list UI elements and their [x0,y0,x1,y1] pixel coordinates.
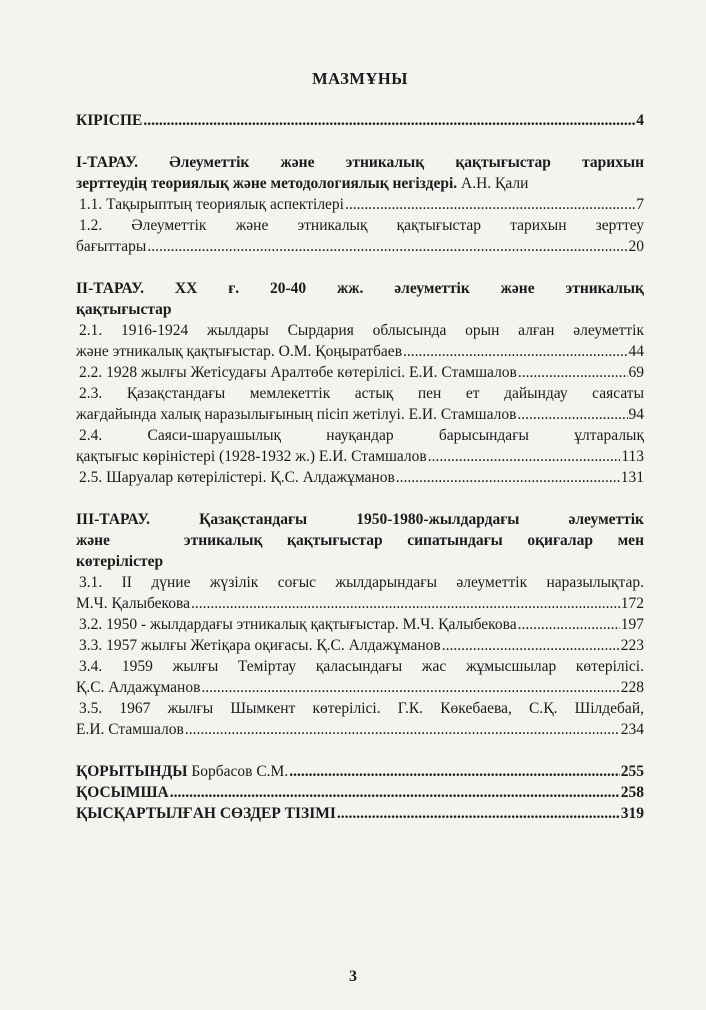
leader-dots [191,593,620,614]
chapter-heading-line: көтерілістер [76,553,164,570]
chapter-author: А.Н. Қали [461,175,529,192]
leader-dots [428,446,621,467]
toc-entry-conclusion: ҚОРЫТЫНДЫ Борбасов С.М. ..... 255 [76,761,644,782]
toc-entry-appendix: ҚОСЫМША ..... 258 [76,782,644,803]
toc-entry: 3.4. 1959 жылғы Теміртау қаласындағы жас жұмысшылар көтерілісі. Қ.С. Алдажұманов ..... 228 [76,656,644,698]
page-number: 3 [349,968,357,985]
leader-dots [185,719,620,740]
toc-entry: 2.4. Саяси-шаруашылық науқандар барысындағы ұлтаралық қақтығыс көріністері (1928-1932 ж.) Е.И. Стамшалов ..... 113 [76,425,644,467]
chapter-3 [76,509,644,740]
entry-label: КІРІСПЕ [76,112,143,129]
leader-dots [403,341,627,362]
chapter-heading-line: және этникалық қақтығыстар сипатындағы оқиғалар мен [76,532,644,549]
leader-dots [170,782,620,803]
leader-dots [518,362,628,383]
table-of-contents [76,68,644,824]
toc-entry-intro [76,110,644,131]
leader-dots [517,404,627,425]
toc-title: МАЗМҰНЫ [312,69,408,88]
toc-entry: 2.3. Қазақстандағы мемлекеттік астық пен ет дайындау саясаты жағдайында халық наразылығының пісіп жетілуі. Е.И. Стамшалов ..... 94 [76,383,644,425]
toc-entry: 1.1. Тақырыптың теориялық аспектілері ..... 7 [76,194,644,215]
leader-dots [147,236,627,257]
chapter-heading-line: зерттеудің теориялық және методологиялық негіздері. А.Н. Қали [76,175,529,192]
leader-dots [396,467,620,488]
chapter-heading-line: І-ТАРАУ. Әлеуметтік және этникалық қақтығыстар тарихын [76,154,644,171]
leader-dots [345,194,635,215]
chapter-1 [76,152,644,257]
toc-entry: 1.2. Әлеуметтік және этникалық қақтығыстар тарихын зерттеу бағыттары ..... 20 [76,215,644,257]
chapter-heading-line: қақтығыстар [76,301,172,318]
leader-dots [518,614,620,635]
toc-entry: 2.2. 1928 жылғы Жетісудағы Аралтөбе көтерілісі. Е.И. Стамшалов ..... 69 [76,362,644,383]
leader-dots [337,803,620,824]
toc-entry: 2.5. Шаруалар көтерілістері. Қ.С. Алдажұманов ..... 131 [76,467,644,488]
entry-page: 4 [636,112,644,129]
toc-entry: 3.3. 1957 жылғы Жетіқара оқиғасы. Қ.С. Алдажұманов ..... 223 [76,635,644,656]
toc-entry: 3.5. 1967 жылғы Шымкент көтерілісі. Г.К. Көкебаева, С.Қ. Шілдебай, Е.И. Стамшалов ..... 234 [76,698,644,740]
leader-dots [442,635,620,656]
toc-entry: 3.2. 1950 - жылдардағы этникалық қақтығыстар. М.Ч. Қалыбекова ..... 197 [76,614,644,635]
toc-entry: 3.1. ІІ дүние жүзілік соғыс жылдарындағы әлеуметтік наразылықтар. М.Ч. Қалыбекова ..... 172 [76,572,644,614]
chapter-heading-line: ІІІ-ТАРАУ. Қазақстандағы 1950-1980-жылдардағы әлеуметтік [76,511,644,528]
leader-dots [143,110,635,131]
chapter-2 [76,278,644,488]
leader-dots [201,677,619,698]
chapter-heading-line: ІІ-ТАРАУ. ХХ ғ. 20-40 жж. әлеуметтік және этникалық [76,280,644,297]
leader-dots [289,761,620,782]
toc-entry-abbreviations: ҚЫСҚАРТЫЛҒАН СӨЗДЕР ТІЗІМІ ..... 319 [76,803,644,824]
toc-entry: 2.1. 1916-1924 жылдары Сырдария облысында орын алған әлеуметтік және этникалық қақтығыстар. О.М. Қоңыратбаев ..... 44 [76,320,644,362]
entry-author: Борбасов С.М. [191,763,289,780]
